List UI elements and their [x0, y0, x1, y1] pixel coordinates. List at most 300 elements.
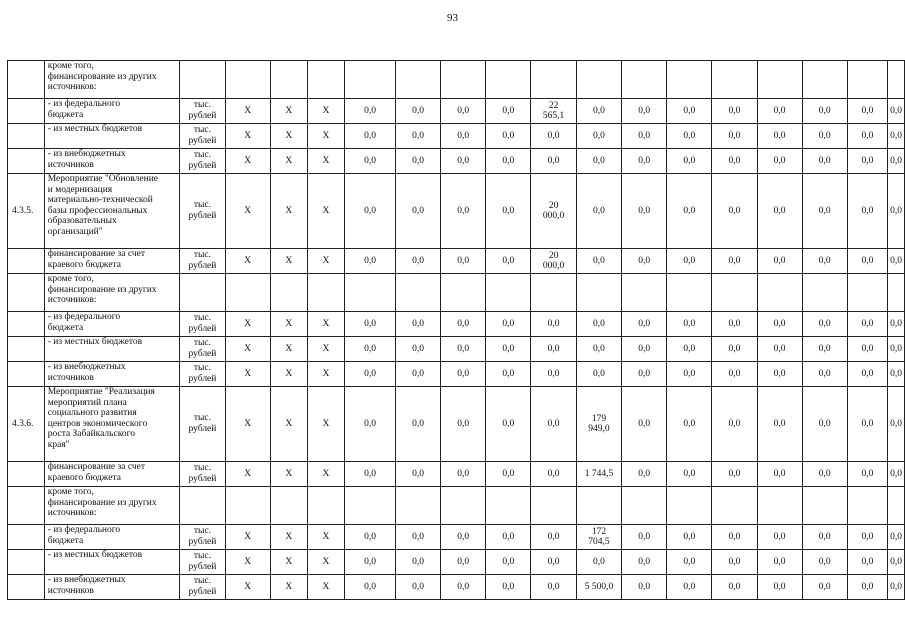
value-cell: 0,0 — [888, 249, 905, 274]
value-cell: X — [307, 249, 344, 274]
value-cell: 0,0 — [531, 337, 576, 362]
value-cell — [622, 61, 667, 99]
value-cell: 0,0 — [847, 362, 887, 387]
value-cell: 0,0 — [441, 387, 486, 462]
row-name-cell: - из внебюджетных источников — [44, 362, 179, 387]
row-code-cell — [8, 99, 45, 124]
value-cell: 0,0 — [712, 149, 757, 174]
value-cell: 0,0 — [847, 124, 887, 149]
value-cell: 0,0 — [531, 362, 576, 387]
value-cell: 0,0 — [622, 337, 667, 362]
value-cell: X — [270, 387, 307, 462]
value-cell: 0,0 — [667, 362, 712, 387]
row-unit-cell: тыс. рублей — [180, 124, 226, 149]
row-code-cell — [8, 149, 45, 174]
value-cell: X — [225, 149, 270, 174]
value-cell: 0,0 — [441, 462, 486, 487]
value-cell — [307, 61, 344, 99]
row-code-cell — [8, 525, 45, 550]
value-cell: 0,0 — [486, 337, 531, 362]
value-cell: X — [270, 99, 307, 124]
table-row — [8, 249, 905, 274]
table-row — [8, 149, 905, 174]
value-cell: 0,0 — [757, 575, 802, 600]
value-cell: 22 565,1 — [531, 99, 576, 124]
value-cell: 0,0 — [802, 149, 847, 174]
value-cell: 0,0 — [757, 550, 802, 575]
value-cell: 0,0 — [441, 575, 486, 600]
value-cell: 0,0 — [622, 362, 667, 387]
value-cell — [441, 61, 486, 99]
value-cell: 0,0 — [576, 362, 621, 387]
row-code-cell — [8, 550, 45, 575]
value-cell: 0,0 — [757, 362, 802, 387]
value-cell: 0,0 — [888, 149, 905, 174]
value-cell: 0,0 — [888, 550, 905, 575]
value-cell: 0,0 — [441, 249, 486, 274]
value-cell: 0,0 — [888, 124, 905, 149]
budget-table — [7, 60, 905, 600]
value-cell: 0,0 — [396, 174, 441, 249]
value-cell: 0,0 — [396, 99, 441, 124]
value-cell: X — [225, 575, 270, 600]
value-cell — [225, 274, 270, 312]
value-cell: 0,0 — [888, 174, 905, 249]
value-cell: 0,0 — [396, 550, 441, 575]
value-cell: X — [270, 525, 307, 550]
value-cell — [622, 274, 667, 312]
value-cell: X — [225, 550, 270, 575]
value-cell: X — [270, 249, 307, 274]
value-cell: 0,0 — [622, 249, 667, 274]
value-cell: 0,0 — [712, 249, 757, 274]
value-cell: 0,0 — [441, 362, 486, 387]
value-cell: X — [270, 149, 307, 174]
value-cell: 0,0 — [667, 174, 712, 249]
value-cell: 0,0 — [847, 575, 887, 600]
value-cell: 0,0 — [802, 362, 847, 387]
value-cell: X — [270, 174, 307, 249]
value-cell: 0,0 — [396, 462, 441, 487]
value-cell — [847, 487, 887, 525]
value-cell — [712, 61, 757, 99]
page-number: 93 — [447, 12, 458, 24]
value-cell: X — [307, 149, 344, 174]
value-cell — [307, 274, 344, 312]
value-cell: 0,0 — [888, 362, 905, 387]
value-cell: 0,0 — [757, 312, 802, 337]
value-cell: 0,0 — [486, 249, 531, 274]
value-cell: 0,0 — [712, 174, 757, 249]
value-cell: 0,0 — [667, 149, 712, 174]
value-cell: 0,0 — [847, 249, 887, 274]
value-cell: 0,0 — [486, 462, 531, 487]
value-cell: 172 704,5 — [576, 525, 621, 550]
value-cell: 0,0 — [622, 99, 667, 124]
value-cell: 0,0 — [486, 124, 531, 149]
value-cell: 0,0 — [345, 249, 396, 274]
value-cell: 0,0 — [531, 550, 576, 575]
value-cell — [847, 274, 887, 312]
value-cell — [531, 487, 576, 525]
value-cell: 0,0 — [576, 149, 621, 174]
value-cell: X — [270, 337, 307, 362]
value-cell: 0,0 — [486, 387, 531, 462]
value-cell: X — [225, 337, 270, 362]
value-cell: 0,0 — [802, 575, 847, 600]
value-cell: 0,0 — [486, 550, 531, 575]
table-row — [8, 462, 905, 487]
value-cell: 0,0 — [712, 99, 757, 124]
value-cell: X — [225, 462, 270, 487]
value-cell: 0,0 — [531, 462, 576, 487]
value-cell: 0,0 — [531, 525, 576, 550]
value-cell: 0,0 — [712, 387, 757, 462]
row-name-cell: финансирование за счет краевого бюджета — [44, 462, 179, 487]
value-cell: 0,0 — [802, 337, 847, 362]
row-code-cell — [8, 274, 45, 312]
value-cell — [486, 61, 531, 99]
value-cell: 0,0 — [622, 387, 667, 462]
table-row — [8, 99, 905, 124]
value-cell: X — [307, 99, 344, 124]
table-row — [8, 61, 905, 99]
row-code-cell — [8, 362, 45, 387]
value-cell: 0,0 — [757, 249, 802, 274]
value-cell: 0,0 — [712, 575, 757, 600]
row-name-cell: - из местных бюджетов — [44, 124, 179, 149]
value-cell: 0,0 — [802, 525, 847, 550]
row-name-cell: - из внебюджетных источников — [44, 149, 179, 174]
value-cell: X — [270, 575, 307, 600]
value-cell — [441, 487, 486, 525]
value-cell — [757, 487, 802, 525]
row-unit-cell: тыс. рублей — [180, 387, 226, 462]
row-unit-cell: тыс. рублей — [180, 312, 226, 337]
value-cell: 0,0 — [712, 462, 757, 487]
value-cell: X — [307, 174, 344, 249]
value-cell: 0,0 — [847, 174, 887, 249]
value-cell — [270, 61, 307, 99]
value-cell — [531, 61, 576, 99]
value-cell: 0,0 — [622, 312, 667, 337]
value-cell — [270, 487, 307, 525]
value-cell: X — [270, 362, 307, 387]
value-cell: 0,0 — [486, 312, 531, 337]
value-cell: X — [307, 337, 344, 362]
row-unit-cell: тыс. рублей — [180, 249, 226, 274]
value-cell: X — [225, 124, 270, 149]
value-cell: 0,0 — [847, 337, 887, 362]
row-name-cell: кроме того, финансирование из других источников: — [44, 61, 179, 99]
value-cell: 0,0 — [345, 550, 396, 575]
value-cell: 0,0 — [802, 174, 847, 249]
value-cell — [396, 61, 441, 99]
value-cell: 0,0 — [667, 550, 712, 575]
value-cell: 0,0 — [576, 124, 621, 149]
row-name-cell: - из местных бюджетов — [44, 337, 179, 362]
value-cell: 0,0 — [847, 387, 887, 462]
value-cell: 0,0 — [802, 462, 847, 487]
value-cell: 0,0 — [396, 149, 441, 174]
value-cell: X — [270, 462, 307, 487]
table-row — [8, 525, 905, 550]
value-cell: 0,0 — [576, 550, 621, 575]
value-cell: 0,0 — [486, 149, 531, 174]
value-cell — [441, 274, 486, 312]
value-cell: 0,0 — [667, 312, 712, 337]
value-cell — [888, 274, 905, 312]
row-name-cell: - из федерального бюджета — [44, 525, 179, 550]
table-row — [8, 575, 905, 600]
value-cell — [802, 274, 847, 312]
row-unit-cell: тыс. рублей — [180, 337, 226, 362]
value-cell: X — [307, 312, 344, 337]
value-cell: 0,0 — [531, 387, 576, 462]
value-cell: 0,0 — [802, 124, 847, 149]
value-cell — [802, 487, 847, 525]
value-cell: 0,0 — [396, 312, 441, 337]
value-cell: 0,0 — [576, 99, 621, 124]
value-cell: 0,0 — [712, 362, 757, 387]
value-cell: 0,0 — [847, 462, 887, 487]
value-cell: 0,0 — [622, 462, 667, 487]
row-name-cell: Мероприятие "Обновление и модернизация материально-технической базы профессиональных образовательных организаций" — [44, 174, 179, 249]
value-cell: 0,0 — [622, 550, 667, 575]
value-cell — [667, 487, 712, 525]
row-code-cell — [8, 312, 45, 337]
value-cell — [888, 487, 905, 525]
value-cell: X — [225, 312, 270, 337]
value-cell: 0,0 — [667, 525, 712, 550]
value-cell: 0,0 — [847, 149, 887, 174]
value-cell: 0,0 — [888, 99, 905, 124]
value-cell: 0,0 — [531, 124, 576, 149]
value-cell: 0,0 — [345, 337, 396, 362]
row-name-cell: - из федерального бюджета — [44, 99, 179, 124]
value-cell: 0,0 — [712, 337, 757, 362]
value-cell: 0,0 — [486, 575, 531, 600]
value-cell: 179 949,0 — [576, 387, 621, 462]
value-cell: X — [307, 387, 344, 462]
value-cell: X — [307, 462, 344, 487]
value-cell — [576, 487, 621, 525]
row-code-cell — [8, 249, 45, 274]
value-cell: 0,0 — [396, 525, 441, 550]
value-cell: 0,0 — [486, 362, 531, 387]
table-row — [8, 487, 905, 525]
row-code-cell — [8, 462, 45, 487]
value-cell: 0,0 — [757, 124, 802, 149]
value-cell: 0,0 — [345, 312, 396, 337]
value-cell: 0,0 — [712, 312, 757, 337]
value-cell: 0,0 — [757, 337, 802, 362]
value-cell: 0,0 — [622, 575, 667, 600]
value-cell: X — [270, 312, 307, 337]
value-cell — [576, 274, 621, 312]
value-cell: 0,0 — [802, 99, 847, 124]
value-cell: X — [270, 550, 307, 575]
value-cell: 0,0 — [531, 312, 576, 337]
value-cell: 0,0 — [712, 124, 757, 149]
value-cell: X — [225, 387, 270, 462]
value-cell: 0,0 — [396, 575, 441, 600]
value-cell: 0,0 — [847, 99, 887, 124]
value-cell: 20 000,0 — [531, 249, 576, 274]
value-cell: 0,0 — [802, 249, 847, 274]
row-unit-cell: тыс. рублей — [180, 149, 226, 174]
value-cell: 0,0 — [576, 337, 621, 362]
value-cell: X — [307, 550, 344, 575]
value-cell — [345, 487, 396, 525]
value-cell: X — [307, 525, 344, 550]
value-cell: 0,0 — [345, 525, 396, 550]
value-cell: 0,0 — [441, 550, 486, 575]
row-unit-cell — [180, 61, 226, 99]
table-row — [8, 312, 905, 337]
value-cell — [622, 487, 667, 525]
value-cell: 0,0 — [396, 387, 441, 462]
value-cell: 0,0 — [441, 99, 486, 124]
value-cell: 0,0 — [576, 174, 621, 249]
value-cell — [757, 274, 802, 312]
value-cell: 0,0 — [888, 337, 905, 362]
value-cell: 0,0 — [345, 149, 396, 174]
value-cell: 0,0 — [622, 525, 667, 550]
value-cell — [270, 274, 307, 312]
row-name-cell: кроме того, финансирование из других источников: — [44, 274, 179, 312]
value-cell: 0,0 — [888, 575, 905, 600]
value-cell: 0,0 — [757, 525, 802, 550]
row-name-cell: финансирование за счет краевого бюджета — [44, 249, 179, 274]
value-cell: 0,0 — [576, 312, 621, 337]
value-cell: 0,0 — [345, 575, 396, 600]
table-row — [8, 337, 905, 362]
row-name-cell: - из федерального бюджета — [44, 312, 179, 337]
value-cell: 0,0 — [396, 362, 441, 387]
value-cell — [396, 487, 441, 525]
value-cell: X — [307, 362, 344, 387]
table-row — [8, 274, 905, 312]
value-cell: 0,0 — [345, 124, 396, 149]
value-cell: X — [225, 99, 270, 124]
table-row — [8, 362, 905, 387]
value-cell: 0,0 — [441, 149, 486, 174]
value-cell: 0,0 — [345, 174, 396, 249]
value-cell: X — [225, 174, 270, 249]
value-cell: 0,0 — [667, 99, 712, 124]
value-cell: X — [307, 575, 344, 600]
value-cell: X — [225, 362, 270, 387]
value-cell — [888, 61, 905, 99]
value-cell: 0,0 — [802, 387, 847, 462]
value-cell: X — [225, 249, 270, 274]
value-cell: 0,0 — [667, 462, 712, 487]
value-cell: 0,0 — [667, 337, 712, 362]
value-cell: 0,0 — [345, 387, 396, 462]
value-cell: 0,0 — [441, 312, 486, 337]
row-code-cell: 4.3.5. — [8, 174, 45, 249]
value-cell: 0,0 — [757, 387, 802, 462]
value-cell — [712, 274, 757, 312]
value-cell — [576, 61, 621, 99]
value-cell: 0,0 — [441, 525, 486, 550]
value-cell — [757, 61, 802, 99]
value-cell: 0,0 — [531, 575, 576, 600]
row-unit-cell: тыс. рублей — [180, 550, 226, 575]
row-name-cell: - из внебюджетных источников — [44, 575, 179, 600]
value-cell — [225, 61, 270, 99]
value-cell: 0,0 — [441, 174, 486, 249]
value-cell — [486, 274, 531, 312]
value-cell: 0,0 — [486, 174, 531, 249]
table-row — [8, 174, 905, 249]
value-cell: 0,0 — [802, 550, 847, 575]
value-cell: X — [307, 124, 344, 149]
value-cell: 0,0 — [757, 99, 802, 124]
value-cell: 0,0 — [757, 149, 802, 174]
row-name-cell: - из местных бюджетов — [44, 550, 179, 575]
value-cell: 0,0 — [441, 337, 486, 362]
row-unit-cell: тыс. рублей — [180, 525, 226, 550]
row-unit-cell — [180, 274, 226, 312]
row-unit-cell: тыс. рублей — [180, 362, 226, 387]
row-code-cell — [8, 61, 45, 99]
row-unit-cell: тыс. рублей — [180, 575, 226, 600]
value-cell: 1 744,5 — [576, 462, 621, 487]
value-cell: 0,0 — [622, 174, 667, 249]
value-cell: 0,0 — [345, 362, 396, 387]
row-code-cell — [8, 124, 45, 149]
value-cell: 0,0 — [712, 525, 757, 550]
value-cell: 0,0 — [345, 99, 396, 124]
value-cell — [486, 487, 531, 525]
row-code-cell — [8, 337, 45, 362]
value-cell — [712, 487, 757, 525]
row-code-cell — [8, 575, 45, 600]
table-row — [8, 550, 905, 575]
value-cell: 0,0 — [667, 387, 712, 462]
value-cell — [225, 487, 270, 525]
value-cell: 20 000,0 — [531, 174, 576, 249]
row-unit-cell: тыс. рублей — [180, 174, 226, 249]
row-name-cell: Мероприятие "Реализация мероприятий плана социального развития центров экономического роста Забайкальского края" — [44, 387, 179, 462]
value-cell: 0,0 — [667, 124, 712, 149]
value-cell: 0,0 — [486, 525, 531, 550]
value-cell: 0,0 — [847, 550, 887, 575]
value-cell: 0,0 — [396, 124, 441, 149]
value-cell — [307, 487, 344, 525]
value-cell: 0,0 — [531, 149, 576, 174]
value-cell: 0,0 — [345, 462, 396, 487]
value-cell — [667, 274, 712, 312]
table-row — [8, 387, 905, 462]
table-row — [8, 124, 905, 149]
row-unit-cell: тыс. рублей — [180, 99, 226, 124]
row-code-cell — [8, 487, 45, 525]
value-cell: 0,0 — [441, 124, 486, 149]
value-cell: 0,0 — [888, 525, 905, 550]
value-cell: 0,0 — [667, 249, 712, 274]
value-cell: 0,0 — [712, 550, 757, 575]
value-cell — [345, 274, 396, 312]
value-cell: 0,0 — [576, 249, 621, 274]
value-cell: X — [270, 124, 307, 149]
row-unit-cell — [180, 487, 226, 525]
value-cell: 0,0 — [486, 99, 531, 124]
value-cell: 0,0 — [888, 312, 905, 337]
value-cell: 0,0 — [888, 387, 905, 462]
